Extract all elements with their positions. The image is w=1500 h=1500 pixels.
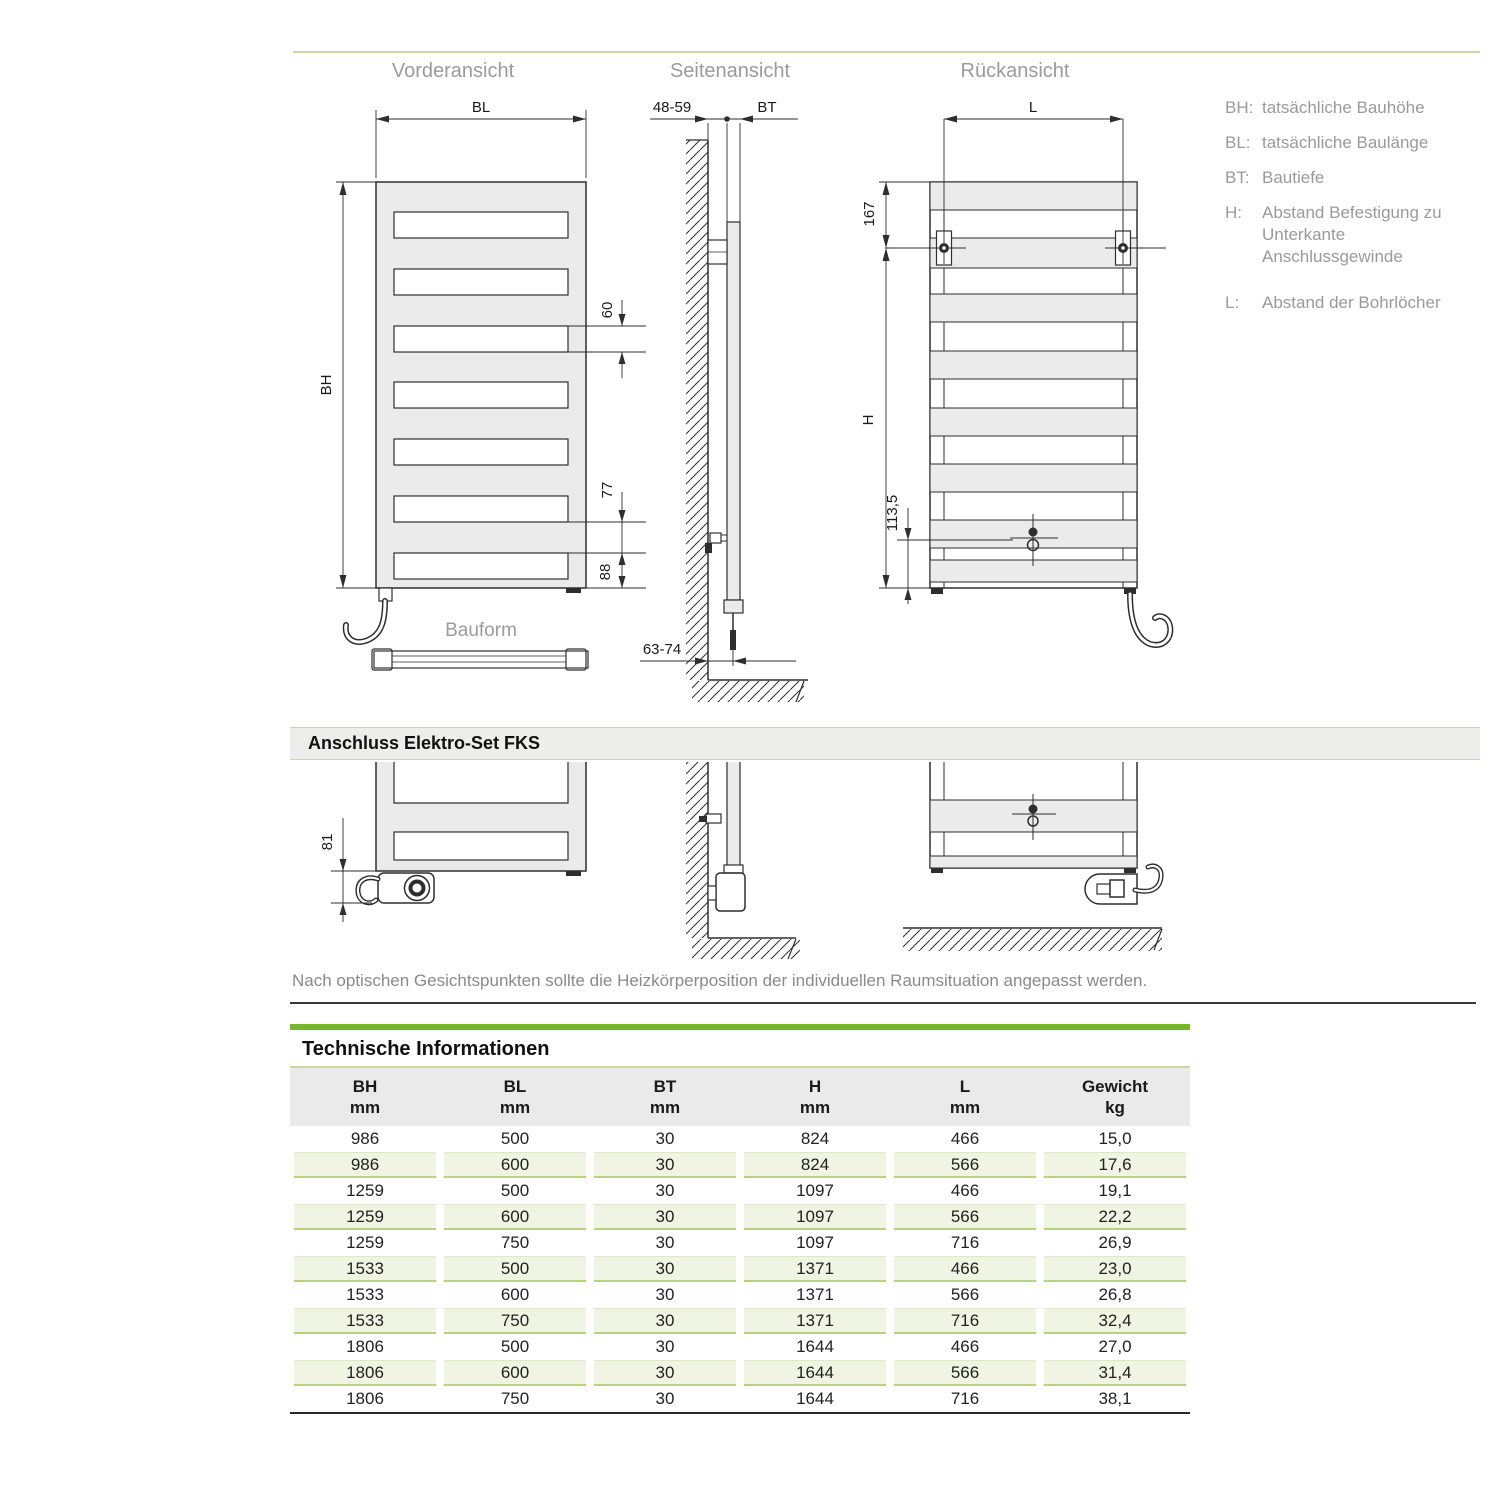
elektro-drawings bbox=[290, 762, 1200, 970]
cell-h: 824 bbox=[744, 1152, 886, 1178]
column-label: Gewicht bbox=[1081, 1077, 1149, 1096]
dim-bh-label: BH bbox=[318, 374, 335, 396]
legend-key: BT: bbox=[1225, 168, 1250, 187]
legend-text: tatsächliche Bauhöhe bbox=[1262, 98, 1425, 117]
legend-text-line2: Unterkante Anschlussgewinde bbox=[1262, 225, 1403, 266]
cell-l: 716 bbox=[950, 1233, 980, 1252]
table-row bbox=[290, 1334, 1190, 1360]
cell-l: 466 bbox=[950, 1337, 980, 1356]
dim-60-label: 60 bbox=[599, 301, 616, 319]
cable-plug-side bbox=[730, 630, 736, 650]
cell-l: 566 bbox=[894, 1360, 1036, 1386]
table-row bbox=[290, 1126, 1190, 1152]
cell-gewicht: 17,6 bbox=[1044, 1152, 1186, 1178]
column-unit: mm bbox=[499, 1098, 531, 1117]
table-column-header bbox=[290, 1068, 440, 1126]
cell-h: 1371 bbox=[796, 1285, 834, 1304]
cell-bh: 1259 bbox=[294, 1204, 436, 1230]
cell-bt: 30 bbox=[655, 1285, 675, 1304]
column-label: BL bbox=[503, 1077, 527, 1096]
dim-167-label: 167 bbox=[861, 201, 878, 227]
cell-bl: 500 bbox=[500, 1181, 530, 1200]
legend-item bbox=[1225, 132, 1475, 154]
elektro-heating-element bbox=[378, 873, 434, 903]
cell-bl: 600 bbox=[444, 1204, 586, 1230]
cell-bh: 1533 bbox=[294, 1256, 436, 1282]
cell-h: 1097 bbox=[796, 1181, 834, 1200]
cell-gewicht: 26,8 bbox=[1098, 1285, 1132, 1304]
column-unit: mm bbox=[949, 1098, 981, 1117]
front-view-title: Vorderansicht bbox=[391, 60, 515, 82]
dim-h-label: H bbox=[860, 414, 877, 426]
legend-text: Abstand der Bohrlöcher bbox=[1262, 293, 1441, 312]
cell-bl: 500 bbox=[500, 1129, 530, 1148]
cell-bh: 1533 bbox=[346, 1285, 384, 1304]
cell-l: 716 bbox=[894, 1308, 1036, 1334]
column-label: L bbox=[959, 1077, 971, 1096]
cell-gewicht: 15,0 bbox=[1098, 1129, 1132, 1148]
table-row bbox=[290, 1230, 1190, 1256]
column-label: BT bbox=[653, 1077, 677, 1096]
cell-h: 1097 bbox=[744, 1204, 886, 1230]
legend-text: tatsächliche Baulänge bbox=[1262, 133, 1429, 152]
dim-48-59-label: 48-59 bbox=[652, 99, 692, 116]
table-row bbox=[290, 1152, 1190, 1178]
table-row bbox=[290, 1308, 1190, 1334]
table-title: Technische Informationen bbox=[302, 1038, 550, 1060]
dim-l-label: L bbox=[1028, 99, 1038, 116]
technical-drawings bbox=[290, 88, 1200, 713]
column-label: H bbox=[808, 1077, 822, 1096]
cell-h: 824 bbox=[800, 1129, 830, 1148]
legend-item bbox=[1225, 202, 1475, 268]
dim-88-label: 88 bbox=[597, 563, 614, 581]
cell-bh: 1259 bbox=[346, 1181, 384, 1200]
cell-bl: 500 bbox=[500, 1337, 530, 1356]
cell-gewicht: 23,0 bbox=[1044, 1256, 1186, 1282]
cell-bh: 1533 bbox=[294, 1308, 436, 1334]
cell-bt: 30 bbox=[594, 1308, 736, 1334]
legend-item bbox=[1225, 292, 1475, 314]
legend-key: L: bbox=[1225, 293, 1240, 312]
cell-h: 1371 bbox=[744, 1256, 886, 1282]
table-row bbox=[290, 1386, 1190, 1412]
table-header-row bbox=[290, 1068, 1190, 1126]
table-column-header bbox=[890, 1068, 1040, 1126]
cell-h: 1371 bbox=[744, 1308, 886, 1334]
cell-bh: 986 bbox=[350, 1129, 380, 1148]
cell-bt: 30 bbox=[594, 1152, 736, 1178]
cell-h: 1097 bbox=[796, 1233, 834, 1252]
elektro-element-side bbox=[716, 873, 745, 911]
cell-bh: 1806 bbox=[294, 1360, 436, 1386]
cell-gewicht: 26,9 bbox=[1098, 1233, 1132, 1252]
elektro-section-title: Anschluss Elektro-Set FKS bbox=[308, 733, 541, 753]
cell-gewicht: 38,1 bbox=[1098, 1389, 1132, 1408]
table-column-header bbox=[440, 1068, 590, 1126]
column-unit: mm bbox=[799, 1098, 831, 1117]
cell-bt: 30 bbox=[655, 1389, 675, 1408]
wall-hatching bbox=[686, 140, 708, 680]
table-column-header bbox=[1040, 1068, 1190, 1126]
cell-gewicht: 32,4 bbox=[1044, 1308, 1186, 1334]
rear-view-title: Rückansicht bbox=[960, 60, 1070, 82]
column-label: BH bbox=[352, 1077, 378, 1096]
cell-bl: 750 bbox=[500, 1233, 530, 1252]
cell-bt: 30 bbox=[594, 1204, 736, 1230]
plug-icon bbox=[1097, 884, 1110, 894]
cell-bh: 986 bbox=[294, 1152, 436, 1178]
column-unit: mm bbox=[649, 1098, 681, 1117]
cell-bl: 750 bbox=[500, 1389, 530, 1408]
elektro-side-drawing bbox=[686, 762, 800, 959]
cell-bl: 500 bbox=[444, 1256, 586, 1282]
cell-bh: 1259 bbox=[346, 1233, 384, 1252]
side-view-title: Seitenansicht bbox=[669, 60, 791, 82]
cell-bl: 600 bbox=[444, 1152, 586, 1178]
dim-77-label: 77 bbox=[599, 481, 616, 499]
power-cable-hook-rear bbox=[1130, 594, 1170, 645]
technical-info-table bbox=[290, 1024, 1190, 1414]
cell-bh: 1806 bbox=[346, 1389, 384, 1408]
legend-key: BH: bbox=[1225, 98, 1254, 117]
table-column-header bbox=[590, 1068, 740, 1126]
cell-l: 566 bbox=[894, 1204, 1036, 1230]
cell-h: 1644 bbox=[796, 1337, 834, 1356]
cell-bt: 30 bbox=[655, 1337, 675, 1356]
cell-bl: 600 bbox=[500, 1285, 530, 1304]
column-unit: kg bbox=[1105, 1098, 1125, 1117]
legend-key: H: bbox=[1225, 203, 1242, 222]
column-unit: mm bbox=[349, 1098, 381, 1117]
cell-gewicht: 31,4 bbox=[1044, 1360, 1186, 1386]
elektro-rear-drawing bbox=[903, 762, 1162, 951]
elektro-section-band bbox=[290, 727, 1480, 760]
cell-gewicht: 19,1 bbox=[1098, 1181, 1132, 1200]
cell-bl: 750 bbox=[444, 1308, 586, 1334]
table-row bbox=[290, 1360, 1190, 1386]
table-bottom-border bbox=[290, 1412, 1190, 1414]
cell-bh: 1806 bbox=[346, 1337, 384, 1356]
dim-bt-label: BT bbox=[757, 99, 777, 116]
cell-bt: 30 bbox=[594, 1360, 736, 1386]
cell-bt: 30 bbox=[655, 1181, 675, 1200]
cell-l: 466 bbox=[894, 1256, 1036, 1282]
elektro-front-drawing bbox=[319, 762, 586, 922]
dim-63-74-label: 63-74 bbox=[642, 641, 682, 658]
cell-l: 466 bbox=[950, 1181, 980, 1200]
element-knob bbox=[405, 876, 430, 901]
cell-bl: 600 bbox=[444, 1360, 586, 1386]
legend-key: BL: bbox=[1225, 133, 1251, 152]
front-view-drawing bbox=[318, 99, 646, 670]
legend-text: Bautiefe bbox=[1262, 168, 1325, 187]
floor-hatching bbox=[692, 681, 804, 702]
bauform-top-profile bbox=[372, 649, 588, 670]
legend-item bbox=[1225, 97, 1475, 119]
cell-l: 566 bbox=[950, 1285, 980, 1304]
cell-gewicht: 27,0 bbox=[1098, 1337, 1132, 1356]
cell-l: 466 bbox=[950, 1129, 980, 1148]
dim-113-5-label: 113,5 bbox=[884, 494, 901, 532]
bauform-label: Bauform bbox=[445, 620, 517, 641]
table-row bbox=[290, 1256, 1190, 1282]
cell-bt: 30 bbox=[655, 1129, 675, 1148]
power-cable-hook bbox=[346, 601, 385, 642]
legend bbox=[1225, 97, 1475, 327]
table-row bbox=[290, 1204, 1190, 1230]
legend-text: Abstand Befestigung zu bbox=[1262, 203, 1442, 222]
table-body bbox=[290, 1126, 1190, 1412]
cell-bt: 30 bbox=[655, 1233, 675, 1252]
table-column-header bbox=[740, 1068, 890, 1126]
note-text: Nach optischen Gesichtspunkten sollte die Heizkörperposition der individuellen Raumsituation angepasst werden. bbox=[292, 971, 1148, 990]
cell-l: 716 bbox=[950, 1389, 980, 1408]
table-row bbox=[290, 1178, 1190, 1204]
dim-bl-label: BL bbox=[471, 99, 491, 116]
dim-81-label: 81 bbox=[319, 833, 336, 851]
rear-view-drawing bbox=[860, 99, 1170, 645]
legend-item bbox=[1225, 167, 1475, 189]
section-divider bbox=[290, 1002, 1476, 1004]
table-row bbox=[290, 1282, 1190, 1308]
cell-h: 1644 bbox=[744, 1360, 886, 1386]
top-divider bbox=[293, 51, 1480, 53]
cell-h: 1644 bbox=[796, 1389, 834, 1408]
cell-gewicht: 22,2 bbox=[1044, 1204, 1186, 1230]
cell-bt: 30 bbox=[594, 1256, 736, 1282]
side-view-drawing bbox=[640, 99, 808, 702]
cell-l: 566 bbox=[894, 1152, 1036, 1178]
